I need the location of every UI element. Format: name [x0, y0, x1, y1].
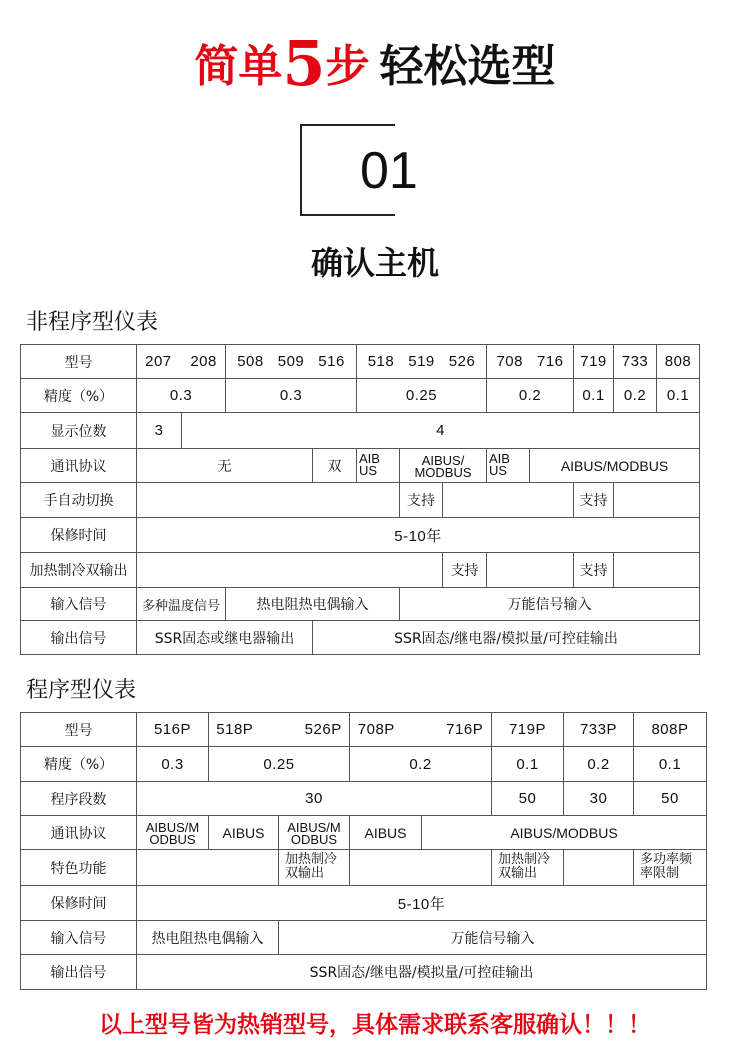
accuracy-cell: 0.2: [614, 379, 657, 413]
comm-cell: AIBUS: [350, 816, 422, 850]
empty-cell: [614, 553, 700, 588]
output-cell: SSR固态/继电器/模拟量/可控硅输出: [313, 621, 700, 655]
accuracy-cell: 0.3: [137, 747, 209, 782]
model-group: 518 519 526: [357, 345, 487, 379]
model-cell: 733P: [564, 713, 634, 747]
table-row: [21, 379, 700, 413]
accuracy-cell: 0.1: [634, 747, 707, 782]
model-cell: 719: [574, 345, 614, 379]
row-label: 保修时间: [21, 518, 137, 553]
comm-cell: AIBUS/M ODBUS: [279, 816, 350, 850]
title-part1: 简单: [194, 41, 283, 92]
table-row: [21, 449, 700, 483]
section-heading-program: 程序型仪表: [26, 678, 137, 703]
feature-cell: 多功率频 率限制: [634, 850, 707, 886]
table-row: [21, 413, 700, 449]
model-cell: 719P: [492, 713, 564, 747]
model-cell: 808P: [634, 713, 707, 747]
model-group: 708 716: [487, 345, 574, 379]
row-label: 型号: [21, 713, 137, 747]
title-part2: 步: [325, 41, 370, 92]
output-cell: SSR固态/继电器/模拟量/可控硅输出: [137, 955, 707, 990]
warranty-cell: 5-10年: [137, 518, 700, 553]
row-label: 特色功能: [21, 850, 137, 886]
accuracy-cell: 0.1: [574, 379, 614, 413]
output-cell: SSR固态或继电器输出: [137, 621, 313, 655]
model-cell: 808: [657, 345, 700, 379]
table-row: [21, 553, 700, 588]
section-heading-non-program: 非程序型仪表: [26, 310, 159, 335]
segments-cell: 50: [492, 782, 564, 816]
row-label: 输出信号: [21, 621, 137, 655]
input-cell: 热电阻热电偶输入: [226, 588, 400, 621]
empty-cell: [564, 850, 634, 886]
empty-cell: [443, 483, 574, 518]
warranty-cell: 5-10年: [137, 886, 707, 921]
model-cell: 733: [614, 345, 657, 379]
table-row: [21, 588, 700, 621]
table-row: [21, 747, 707, 782]
empty-cell: [137, 553, 443, 588]
row-label: 型号: [21, 345, 137, 379]
table-row: [21, 955, 707, 990]
accuracy-cell: 0.2: [487, 379, 574, 413]
table-row: [21, 782, 707, 816]
row-label: 程序段数: [21, 782, 137, 816]
accuracy-cell: 0.1: [492, 747, 564, 782]
row-label: 加热制冷双输出: [21, 553, 137, 588]
feature-cell: 加热制冷 双输出: [492, 850, 564, 886]
accuracy-cell: 0.25: [357, 379, 487, 413]
feature-cell: 加热制冷 双输出: [279, 850, 350, 886]
comm-cell: 无: [137, 449, 313, 483]
support-cell: 支持: [574, 553, 614, 588]
row-label: 通讯协议: [21, 449, 137, 483]
page-title: [0, 27, 750, 100]
comm-cell: AIBUS/M ODBUS: [137, 816, 209, 850]
table-row: [21, 816, 707, 850]
digits-cell: 3: [137, 413, 182, 449]
table-row: [21, 850, 707, 886]
digits-cell: 4: [182, 413, 700, 449]
empty-cell: [487, 553, 574, 588]
table-row: [21, 713, 707, 747]
empty-cell: [137, 850, 279, 886]
accuracy-cell: 0.2: [564, 747, 634, 782]
row-label: 保修时间: [21, 886, 137, 921]
model-group: 207 208: [137, 345, 226, 379]
row-label: 通讯协议: [21, 816, 137, 850]
table-row: [21, 483, 700, 518]
input-cell: 多种温度信号: [137, 588, 226, 621]
step-number: 01: [360, 142, 418, 200]
accuracy-cell: 0.25: [209, 747, 350, 782]
row-label: 输入信号: [21, 921, 137, 955]
empty-cell: [137, 483, 400, 518]
row-label: 精度（%）: [21, 747, 137, 782]
comm-cell: AIB US: [487, 449, 530, 483]
support-cell: 支持: [574, 483, 614, 518]
row-label: 精度（%）: [21, 379, 137, 413]
row-label: 手自动切换: [21, 483, 137, 518]
accuracy-cell: 0.1: [657, 379, 700, 413]
row-label: 输入信号: [21, 588, 137, 621]
accuracy-cell: 0.3: [137, 379, 226, 413]
comm-cell: AIBUS: [209, 816, 279, 850]
step-subtitle: 确认主机: [310, 244, 439, 282]
accuracy-cell: 0.3: [226, 379, 357, 413]
model-group: 518P 526P: [209, 713, 350, 747]
title-part3: 轻松选型: [379, 41, 556, 92]
row-label: 显示位数: [21, 413, 137, 449]
table-row: [21, 345, 700, 379]
model-group: 708P 716P: [350, 713, 492, 747]
support-cell: 支持: [443, 553, 487, 588]
support-cell: 支持: [400, 483, 443, 518]
table-row: [21, 621, 700, 655]
segments-cell: 30: [137, 782, 492, 816]
input-cell: 万能信号输入: [279, 921, 707, 955]
empty-cell: [350, 850, 492, 886]
accuracy-cell: 0.2: [350, 747, 492, 782]
footer-note: 以上型号皆为热销型号，具体需求联系客服确认！！！: [99, 1012, 651, 1038]
table-row: [21, 518, 700, 553]
model-cell: 516P: [137, 713, 209, 747]
segments-cell: 30: [564, 782, 634, 816]
segments-cell: 50: [634, 782, 707, 816]
comm-cell: AIBUS/MODBUS: [530, 449, 700, 483]
comm-cell: 双: [313, 449, 357, 483]
model-group: 508 509 516: [226, 345, 357, 379]
table-row: [21, 886, 707, 921]
non-program-spec-table: [20, 344, 700, 655]
input-cell: 热电阻热电偶输入: [137, 921, 279, 955]
empty-cell: [614, 483, 700, 518]
input-cell: 万能信号输入: [400, 588, 700, 621]
table-row: [21, 921, 707, 955]
comm-cell: AIBUS/MODBUS: [422, 816, 707, 850]
comm-cell: AIB US: [357, 449, 400, 483]
title-number: 5: [282, 27, 326, 100]
comm-cell: AIBUS/ MODBUS: [400, 449, 487, 483]
row-label: 输出信号: [21, 955, 137, 990]
program-spec-table: [20, 712, 707, 990]
